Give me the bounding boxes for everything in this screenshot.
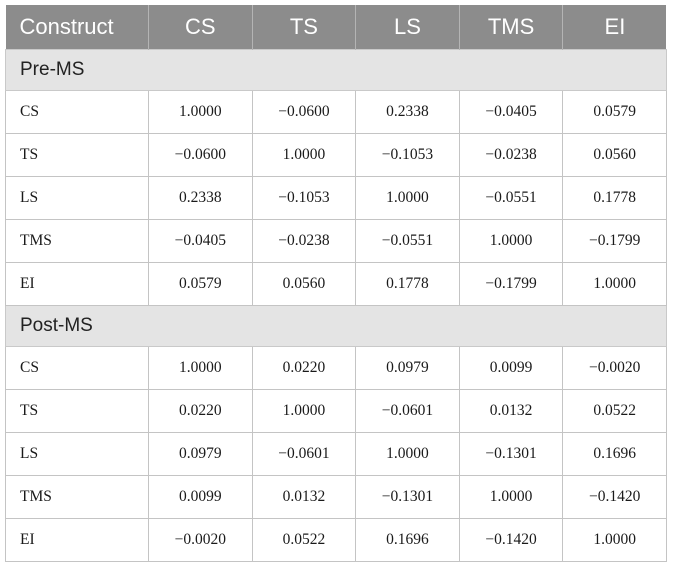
table-cell: −0.0020 xyxy=(563,347,667,390)
table-cell: 0.0979 xyxy=(149,433,253,476)
header-cs: CS xyxy=(149,5,253,50)
table-cell: 1.0000 xyxy=(252,134,356,177)
section-title: Pre-MS xyxy=(6,50,667,91)
row-label: LS xyxy=(6,177,149,220)
table-cell: −0.0020 xyxy=(149,519,253,562)
table-cell: −0.1301 xyxy=(356,476,460,519)
table-cell: 0.0579 xyxy=(563,91,667,134)
table-cell: 0.0560 xyxy=(563,134,667,177)
row-label: EI xyxy=(6,519,149,562)
table-cell: −0.1301 xyxy=(459,433,563,476)
table-cell: 0.2338 xyxy=(149,177,253,220)
table-cell: 0.1778 xyxy=(356,263,460,306)
table-cell: −0.1053 xyxy=(356,134,460,177)
table-row xyxy=(6,91,667,134)
table-cell: 0.0979 xyxy=(356,347,460,390)
table-cell: −0.1799 xyxy=(459,263,563,306)
table-cell: 0.1696 xyxy=(356,519,460,562)
table-cell: −0.0600 xyxy=(149,134,253,177)
table-row xyxy=(6,177,667,220)
table-body xyxy=(6,50,667,562)
row-label: LS xyxy=(6,433,149,476)
row-label: TMS xyxy=(6,476,149,519)
table-row xyxy=(6,220,667,263)
section-row xyxy=(6,50,667,91)
header-tms: TMS xyxy=(459,5,563,50)
table-cell: −0.1420 xyxy=(459,519,563,562)
table-row xyxy=(6,134,667,177)
table-cell: 0.0579 xyxy=(149,263,253,306)
table-cell: 0.1696 xyxy=(563,433,667,476)
table-cell: 1.0000 xyxy=(563,263,667,306)
table-cell: 0.0099 xyxy=(149,476,253,519)
table-cell: −0.0238 xyxy=(459,134,563,177)
table-cell: −0.0551 xyxy=(459,177,563,220)
table-cell: 1.0000 xyxy=(563,519,667,562)
table-cell: 0.0522 xyxy=(252,519,356,562)
table-row xyxy=(6,519,667,562)
table-cell: 1.0000 xyxy=(252,390,356,433)
table-cell: 0.2338 xyxy=(356,91,460,134)
table-cell: 0.0132 xyxy=(252,476,356,519)
row-label: CS xyxy=(6,91,149,134)
header-ei: EI xyxy=(563,5,667,50)
table-cell: 0.0522 xyxy=(563,390,667,433)
table-cell: −0.0600 xyxy=(252,91,356,134)
row-label: EI xyxy=(6,263,149,306)
table-cell: −0.0601 xyxy=(252,433,356,476)
table-cell: 1.0000 xyxy=(459,220,563,263)
table-cell: −0.0601 xyxy=(356,390,460,433)
table-cell: 1.0000 xyxy=(356,433,460,476)
section-row xyxy=(6,306,667,347)
table-cell: 0.1778 xyxy=(563,177,667,220)
row-label: TMS xyxy=(6,220,149,263)
table-row xyxy=(6,263,667,306)
table-cell: 1.0000 xyxy=(149,91,253,134)
table-cell: −0.0551 xyxy=(356,220,460,263)
row-label: TS xyxy=(6,390,149,433)
table-cell: 0.0220 xyxy=(252,347,356,390)
table-cell: −0.1799 xyxy=(563,220,667,263)
table-cell: 0.0099 xyxy=(459,347,563,390)
header-row xyxy=(6,5,667,50)
table-cell: −0.1053 xyxy=(252,177,356,220)
header-ts: TS xyxy=(252,5,356,50)
row-label: TS xyxy=(6,134,149,177)
header-ls: LS xyxy=(356,5,460,50)
table-row xyxy=(6,347,667,390)
table-cell: 1.0000 xyxy=(459,476,563,519)
table-cell: −0.0405 xyxy=(459,91,563,134)
table-row xyxy=(6,390,667,433)
table-cell: 0.0220 xyxy=(149,390,253,433)
table-cell: −0.0405 xyxy=(149,220,253,263)
section-title: Post-MS xyxy=(6,306,667,347)
correlation-table xyxy=(5,5,667,562)
table-cell: 0.0560 xyxy=(252,263,356,306)
table-cell: 1.0000 xyxy=(356,177,460,220)
table-row xyxy=(6,476,667,519)
table-cell: 0.0132 xyxy=(459,390,563,433)
table-row xyxy=(6,433,667,476)
table-cell: −0.0238 xyxy=(252,220,356,263)
row-label: CS xyxy=(6,347,149,390)
table-cell: −0.1420 xyxy=(563,476,667,519)
table-cell: 1.0000 xyxy=(149,347,253,390)
header-construct: Construct xyxy=(6,5,149,50)
